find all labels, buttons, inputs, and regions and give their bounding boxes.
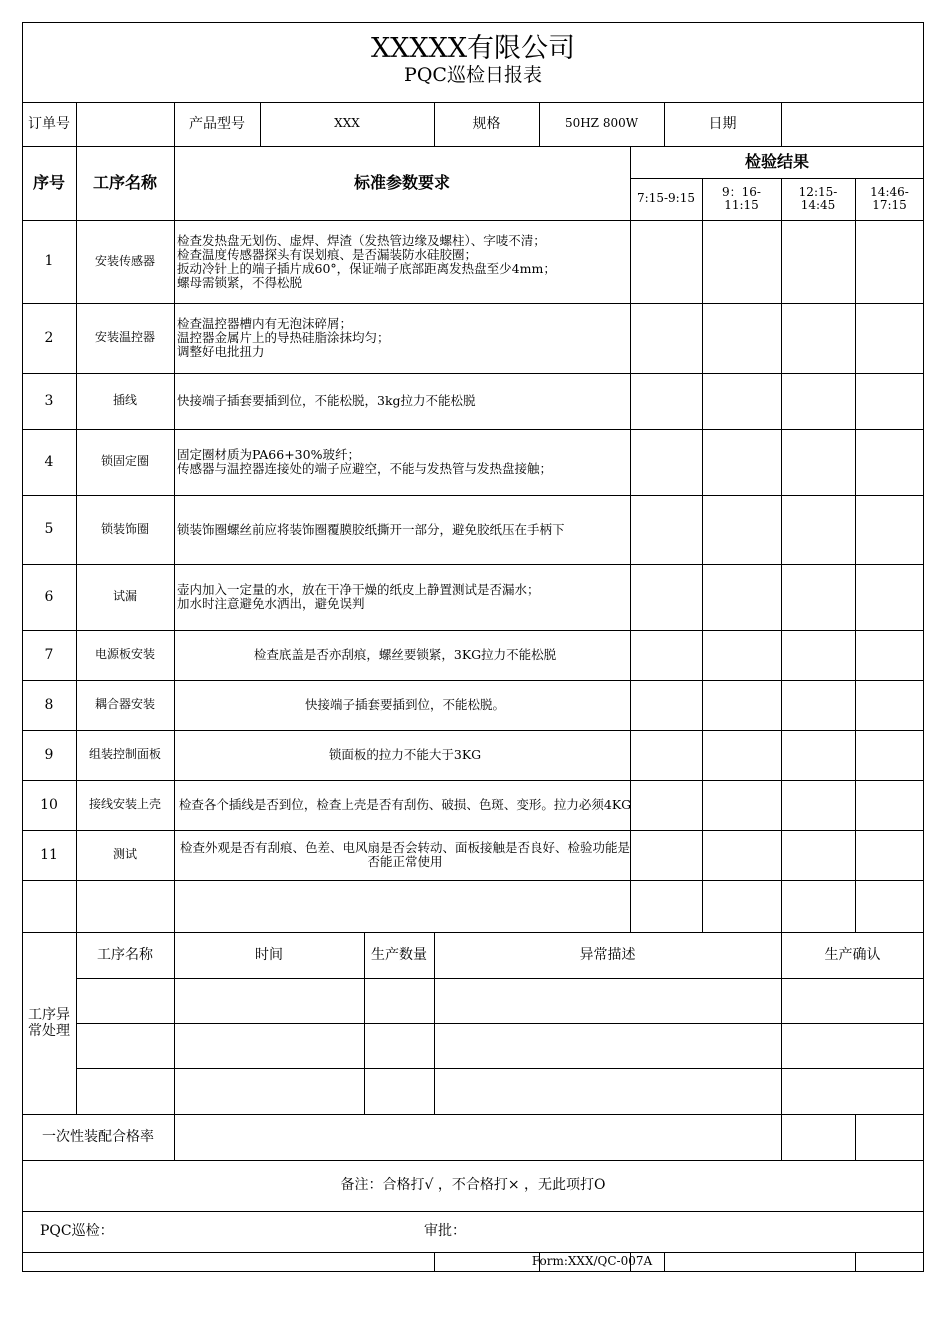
row-process-name	[76, 880, 174, 932]
row-process-name: 接线安装上壳	[88, 797, 161, 812]
row-requirement: 检查底盖是否亦刮痕，螺丝要锁紧，3KG拉力不能松脱	[253, 647, 557, 662]
result-cell[interactable]	[781, 630, 855, 680]
grid-line	[22, 1252, 924, 1253]
result-cell[interactable]	[781, 564, 855, 630]
spec-value[interactable]: 50HZ 800W	[564, 116, 639, 131]
result-cell[interactable]	[702, 880, 781, 932]
result-cell[interactable]	[702, 220, 781, 303]
result-cell[interactable]	[630, 564, 702, 630]
result-cell[interactable]	[855, 780, 924, 830]
result-cell[interactable]	[781, 880, 855, 932]
row-number: 3	[44, 392, 54, 409]
row-number: 10	[40, 796, 58, 813]
row-process-name: 锁固定圈	[100, 454, 149, 469]
row-requirement: 检查外观是否有刮痕、色差、电风扇是否会转动、面板接触是否良好、检验功能是否能正常使用	[179, 840, 630, 869]
result-cell[interactable]	[855, 880, 924, 932]
exception-header-quantity: 生产数量	[371, 946, 427, 963]
row-process-name: 插线	[112, 393, 137, 408]
result-cell[interactable]	[781, 680, 855, 730]
result-cell[interactable]	[630, 495, 702, 564]
row-number: 8	[44, 696, 54, 713]
row-process-name: 耦合器安装	[94, 697, 155, 712]
date-label: 日期	[708, 115, 737, 132]
result-cell[interactable]	[702, 730, 781, 780]
row-number: 11	[40, 846, 58, 863]
row-requirement: 快接端子插套要插到位，不能松脱，3kg拉力不能松脱	[177, 393, 476, 408]
pqc-daily-report-sheet	[22, 22, 924, 1272]
row-number: 4	[44, 453, 54, 470]
exception-header-time: 时间	[255, 946, 283, 963]
result-cell[interactable]	[702, 495, 781, 564]
process-header: 工序名称	[92, 172, 157, 192]
model-value[interactable]: XXX	[334, 116, 360, 131]
model-label: 产品型号	[189, 115, 245, 132]
note: 备注：合格打√ ，不合格打× ，无此项打O	[340, 1177, 606, 1194]
result-cell[interactable]	[855, 303, 924, 373]
form-number: Form:XXX/QC-007A	[531, 1254, 653, 1269]
result-cell[interactable]	[781, 780, 855, 830]
date-value[interactable]	[781, 102, 924, 146]
row-number: 6	[44, 588, 54, 605]
standard-header: 标准参数要求	[353, 172, 450, 192]
grid-line	[22, 22, 924, 23]
result-cell[interactable]	[630, 630, 702, 680]
row-process-name: 试漏	[112, 589, 137, 604]
row-process-name: 测试	[112, 847, 137, 862]
result-header: 检验结果	[744, 151, 809, 171]
row-number: 2	[44, 329, 54, 346]
result-cell[interactable]	[702, 780, 781, 830]
exception-header-description: 异常描述	[579, 946, 636, 963]
grid-line	[76, 1068, 924, 1069]
result-cell[interactable]	[855, 630, 924, 680]
order-label: 订单号	[28, 115, 70, 132]
result-cell[interactable]	[702, 373, 781, 429]
time-slot-3: 12:15- 14:45	[798, 184, 838, 212]
result-cell[interactable]	[630, 680, 702, 730]
pass-rate-label: 一次性装配合格率	[42, 1128, 154, 1145]
seq-header: 序号	[32, 172, 65, 192]
report-title: PQC巡检日报表	[404, 64, 542, 87]
spec-label: 规格	[472, 115, 501, 132]
result-cell[interactable]	[855, 495, 924, 564]
grid-line	[76, 1023, 924, 1024]
result-cell[interactable]	[855, 429, 924, 495]
row-requirement: 检查温控器槽内有无泡沫碎屑； 温控器金属片上的导热硅脂涂抹均匀； 调整好电批扭力	[177, 316, 390, 359]
result-cell[interactable]	[855, 220, 924, 303]
row-process-name: 安装传感器	[94, 253, 155, 268]
result-cell[interactable]	[630, 220, 702, 303]
row-requirement	[174, 880, 633, 932]
row-process-name: 锁装饰圈	[100, 521, 149, 536]
row-process-name: 组装控制面板	[88, 747, 161, 762]
grid-line	[22, 1271, 924, 1272]
row-requirement: 锁面板的拉力不能大于3KG	[328, 747, 482, 762]
result-cell[interactable]	[781, 220, 855, 303]
time-slot-2: 9：16- 11:15	[722, 184, 761, 212]
time-slot-4: 14:46- 17:15	[870, 184, 909, 212]
result-cell[interactable]	[630, 429, 702, 495]
result-cell[interactable]	[855, 730, 924, 780]
result-cell[interactable]	[781, 830, 855, 880]
result-cell[interactable]	[630, 780, 702, 830]
result-cell[interactable]	[855, 680, 924, 730]
result-cell[interactable]	[702, 564, 781, 630]
row-process-name: 安装温控器	[94, 330, 155, 345]
grid-line	[855, 1114, 856, 1161]
result-cell[interactable]	[781, 495, 855, 564]
approval-label: 审批：	[424, 1223, 466, 1240]
result-cell[interactable]	[702, 830, 781, 880]
result-cell[interactable]	[855, 830, 924, 880]
result-cell[interactable]	[781, 373, 855, 429]
result-cell[interactable]	[781, 429, 855, 495]
result-cell[interactable]	[702, 630, 781, 680]
grid-line	[855, 1252, 856, 1272]
row-requirement: 锁装饰圈螺丝前应将装饰圈覆膜胶纸撕开一部分，避免胶纸压在手柄下	[177, 521, 565, 537]
row-number: 7	[44, 646, 54, 663]
row-requirement: 检查发热盘无划伤、虚焊、焊渣（发热管边缘及螺柱）、字唛不清； 检查温度传感器探头有误划痕、是否漏装防水硅胶圈； 扳动冷针上的端子插片成60°，保证端子底部距离发热盘至少4mm； 螺母需锁紧，不得松脱	[177, 232, 556, 290]
result-cell[interactable]	[781, 303, 855, 373]
result-cell[interactable]	[781, 730, 855, 780]
grid-line	[434, 1252, 435, 1272]
row-process-name: 电源板安装	[94, 647, 155, 662]
result-cell[interactable]	[630, 373, 702, 429]
order-value[interactable]	[76, 102, 174, 146]
row-requirement: 固定圈材质为PA66+30%玻纤； 传感器与温控器连接处的端子应避空，不能与发热管与发热盘接触；	[177, 447, 553, 476]
result-cell[interactable]	[630, 303, 702, 373]
row-number: 5	[44, 521, 54, 538]
exception-header-confirm: 生产确认	[824, 946, 881, 963]
row-requirement: 快接端子插套要插到位，不能松脱。	[304, 697, 505, 712]
exception-header-process: 工序名称	[97, 946, 153, 963]
company-name: XXXXX有限公司	[370, 33, 576, 65]
row-requirement: 壶内加入一定量的水，放在干净干燥的纸皮上静置测试是否漏水； 加水时注意避免水洒出，避免误判	[177, 582, 540, 611]
result-cell[interactable]	[702, 303, 781, 373]
row-number: 1	[44, 253, 54, 270]
result-cell[interactable]	[630, 830, 702, 880]
row-number	[22, 880, 76, 932]
result-cell[interactable]	[702, 429, 781, 495]
grid-line	[76, 978, 924, 979]
pqc-inspector-label: PQC巡检：	[40, 1223, 114, 1240]
grid-line	[781, 1114, 782, 1161]
result-cell[interactable]	[630, 880, 702, 932]
result-cell[interactable]	[855, 373, 924, 429]
result-cell[interactable]	[855, 564, 924, 630]
row-number: 9	[44, 746, 54, 763]
time-slot-1: 7:15-9:15	[637, 191, 695, 206]
row-requirement: 检查各个插线是否到位，检查上壳是否有刮伤、破损、色斑、变形。拉力必须4KG	[178, 797, 632, 812]
result-cell[interactable]	[702, 680, 781, 730]
exception-section-label: 工序异常处理	[28, 1006, 70, 1039]
result-cell[interactable]	[630, 730, 702, 780]
grid-line	[174, 1114, 175, 1161]
